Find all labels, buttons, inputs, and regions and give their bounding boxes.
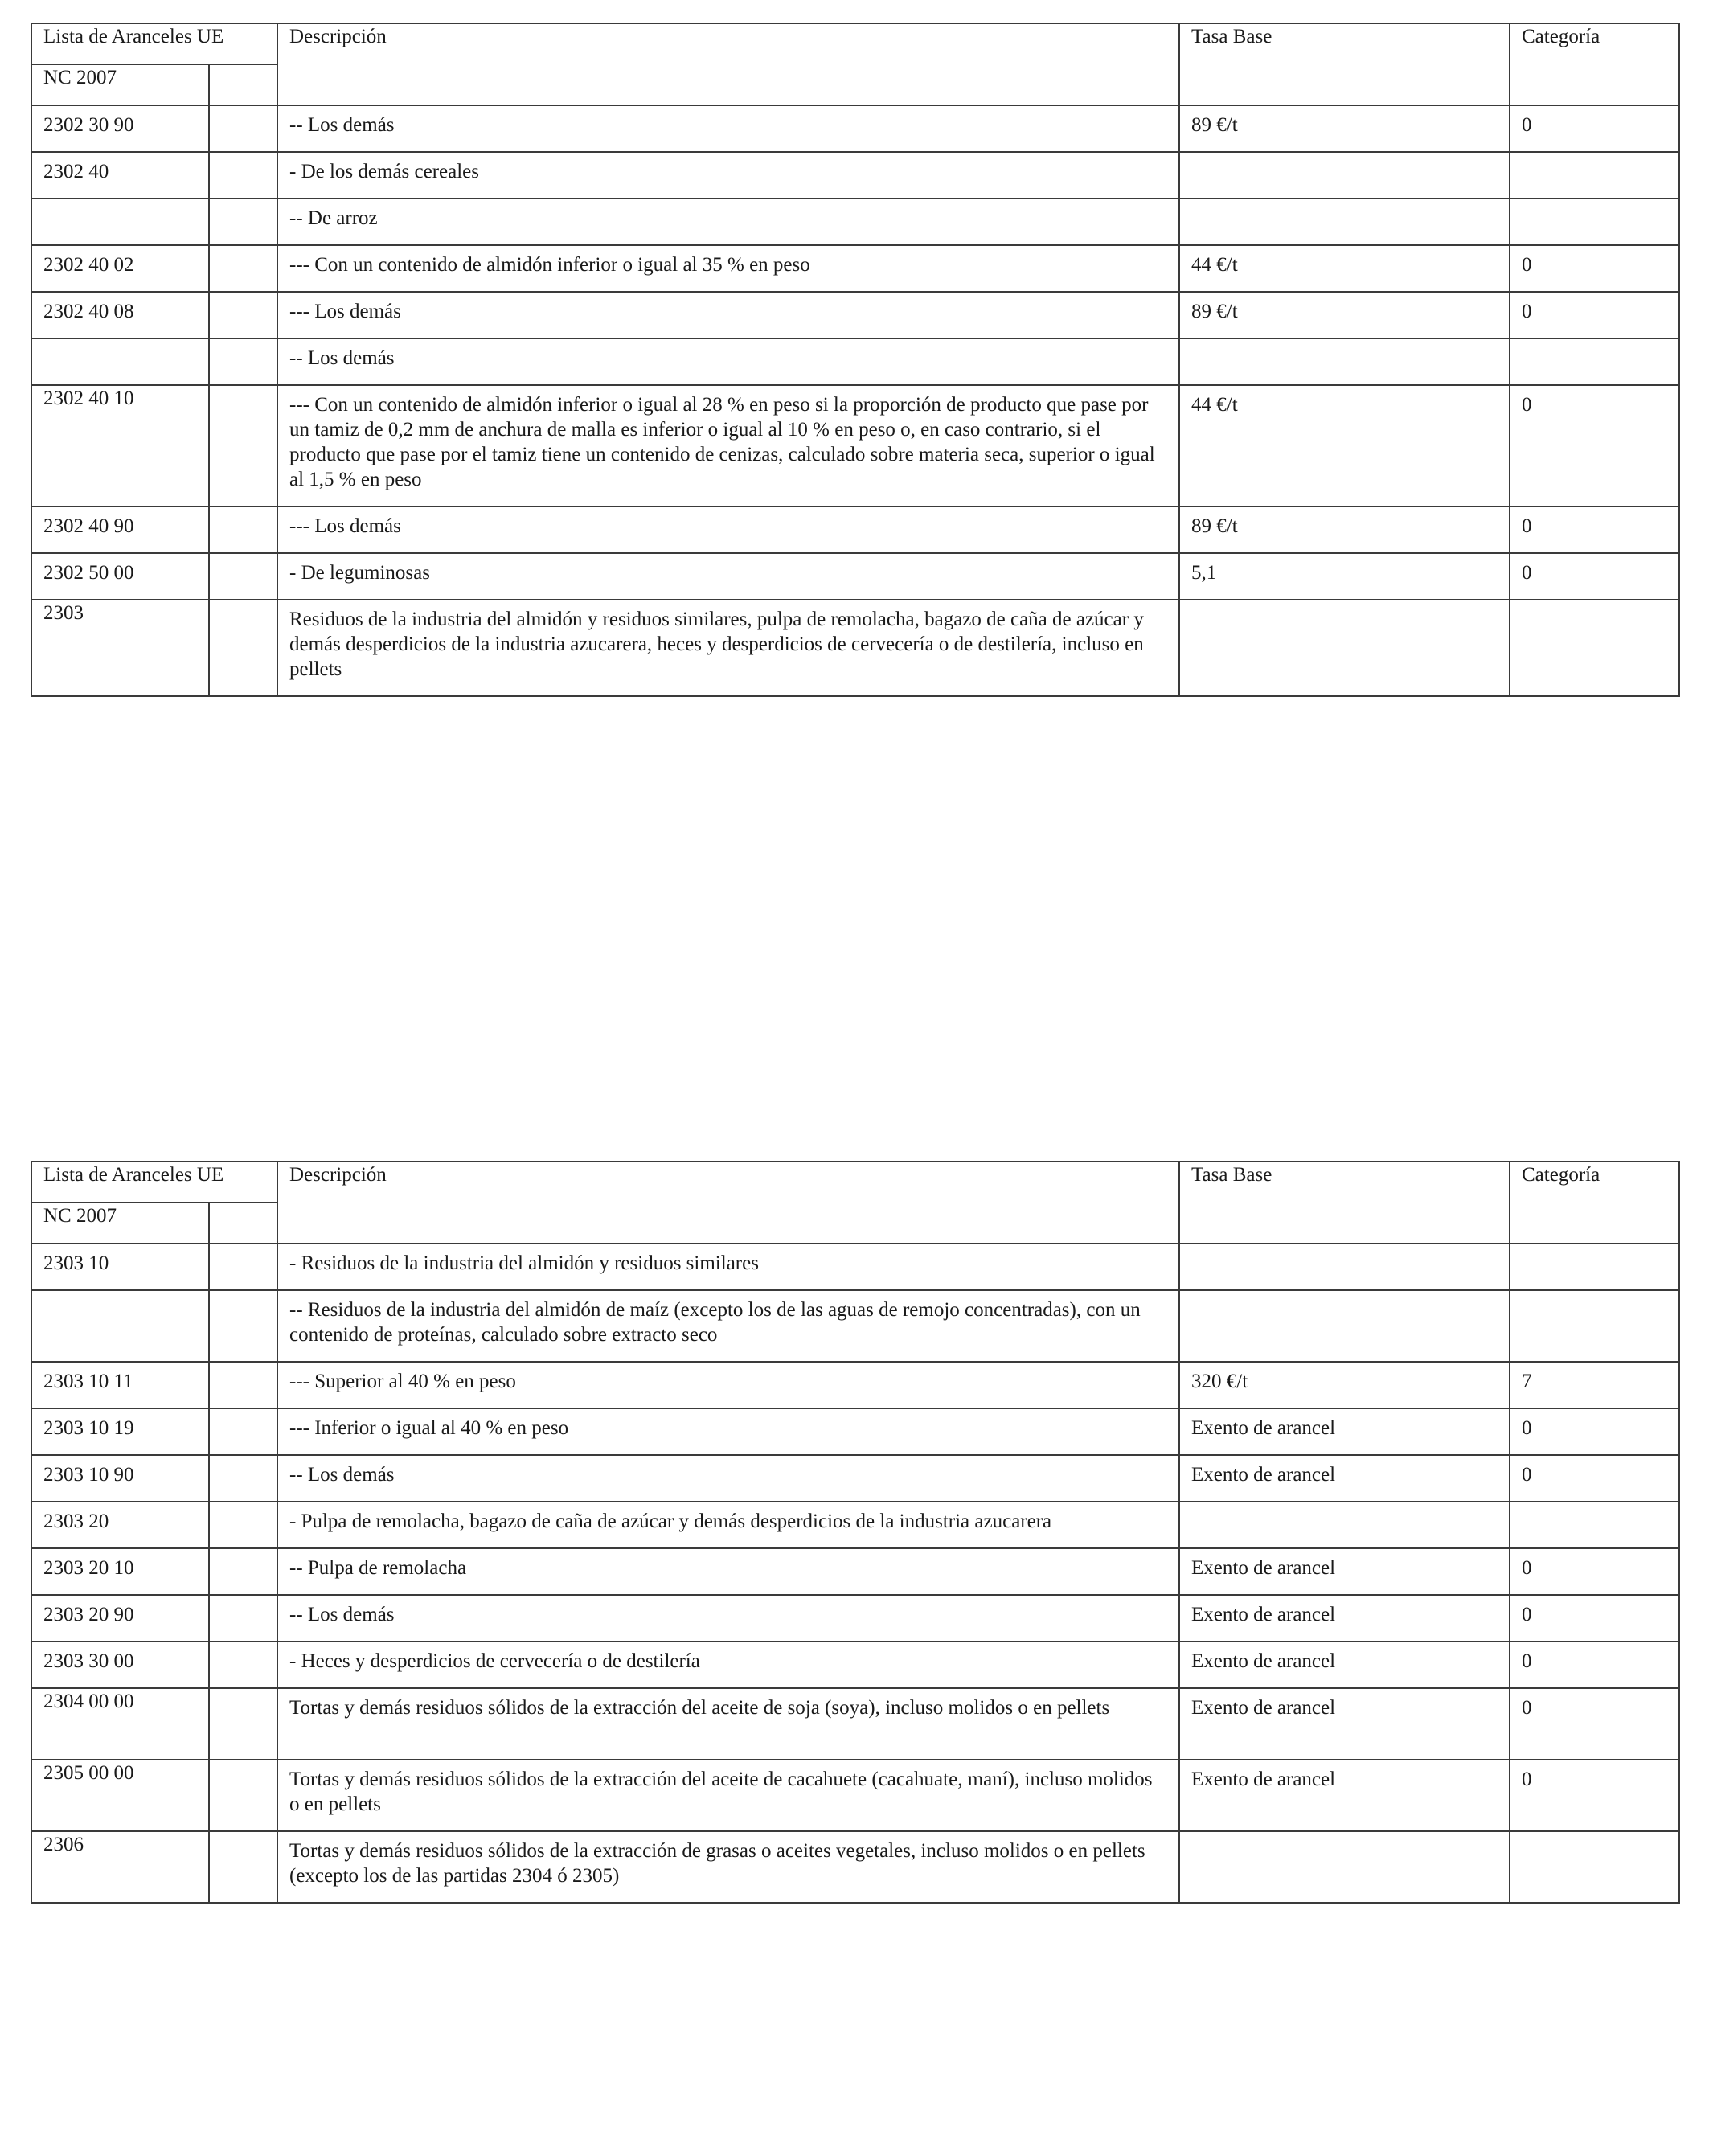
row-blank bbox=[209, 292, 277, 338]
row-rate: 89 €/t bbox=[1179, 105, 1510, 152]
row-category: 0 bbox=[1510, 1408, 1679, 1455]
header-rate: Tasa Base bbox=[1179, 1162, 1510, 1244]
row-category: 0 bbox=[1510, 292, 1679, 338]
row-code: 2303 20 90 bbox=[31, 1595, 209, 1642]
row-rate: 44 €/t bbox=[1179, 385, 1510, 506]
row-rate bbox=[1179, 1502, 1510, 1548]
row-code: 2304 00 00 bbox=[31, 1688, 209, 1760]
row-category bbox=[1510, 1244, 1679, 1290]
row-description: - Residuos de la industria del almidón y residuos similares bbox=[277, 1244, 1179, 1290]
table-row bbox=[31, 152, 1679, 199]
row-code bbox=[31, 199, 209, 245]
table-row bbox=[31, 292, 1679, 338]
row-code: 2303 30 00 bbox=[31, 1642, 209, 1688]
row-category: 0 bbox=[1510, 1595, 1679, 1642]
row-code: 2302 30 90 bbox=[31, 105, 209, 152]
row-code bbox=[31, 1290, 209, 1362]
row-code: 2303 20 10 bbox=[31, 1548, 209, 1595]
table-row bbox=[31, 385, 1679, 506]
row-code: 2303 20 bbox=[31, 1502, 209, 1548]
row-category: 0 bbox=[1510, 1642, 1679, 1688]
row-blank bbox=[209, 152, 277, 199]
row-rate bbox=[1179, 152, 1510, 199]
row-code: 2302 40 02 bbox=[31, 245, 209, 292]
header-nc: NC 2007 bbox=[31, 64, 209, 105]
row-description: -- Pulpa de remolacha bbox=[277, 1548, 1179, 1595]
row-description: Tortas y demás residuos sólidos de la extracción del aceite de cacahuete (cacahuate, maní), incluso molidos o en pellets bbox=[277, 1760, 1179, 1831]
table-row bbox=[31, 1408, 1679, 1455]
row-rate bbox=[1179, 338, 1510, 385]
row-description: Tortas y demás residuos sólidos de la extracción de grasas o aceites vegetales, incluso molidos o en pellets (excepto los de las partidas 2304 ó 2305) bbox=[277, 1831, 1179, 1903]
row-category: 0 bbox=[1510, 245, 1679, 292]
row-rate: 320 €/t bbox=[1179, 1362, 1510, 1408]
row-blank bbox=[209, 506, 277, 553]
row-rate: 44 €/t bbox=[1179, 245, 1510, 292]
row-blank bbox=[209, 1831, 277, 1903]
row-code bbox=[31, 338, 209, 385]
row-code: 2302 40 90 bbox=[31, 506, 209, 553]
row-blank bbox=[209, 1548, 277, 1595]
row-description: -- De arroz bbox=[277, 199, 1179, 245]
table-row bbox=[31, 1244, 1679, 1290]
row-description: --- Con un contenido de almidón inferior o igual al 28 % en peso si la proporción de producto que pase por un tamiz de 0,2 mm de anchura de malla es inferior o igual al 10 % en peso o, en caso contrario, si el producto que pase por el tamiz tiene un contenido de cenizas, calculado sobre materia seca, superior o igual al 1,5 % en peso bbox=[277, 385, 1179, 506]
row-description: - Pulpa de remolacha, bagazo de caña de azúcar y demás desperdicios de la industria azucarera bbox=[277, 1502, 1179, 1548]
row-description: Residuos de la industria del almidón y residuos similares, pulpa de remolacha, bagazo de caña de azúcar y demás desperdicios de la industria azucarera, heces y desperdicios de cervecería o de destilería, incluso en pellets bbox=[277, 600, 1179, 696]
header-rate: Tasa Base bbox=[1179, 23, 1510, 105]
header-nc: NC 2007 bbox=[31, 1203, 209, 1244]
table-row bbox=[31, 245, 1679, 292]
row-category bbox=[1510, 338, 1679, 385]
table-row bbox=[31, 1760, 1679, 1831]
row-description: --- Los demás bbox=[277, 292, 1179, 338]
table-row bbox=[31, 1642, 1679, 1688]
row-description: -- Los demás bbox=[277, 338, 1179, 385]
row-description: -- Los demás bbox=[277, 105, 1179, 152]
row-rate: Exento de arancel bbox=[1179, 1688, 1510, 1760]
header-category: Categoría bbox=[1510, 23, 1679, 105]
row-rate: Exento de arancel bbox=[1179, 1548, 1510, 1595]
row-code: 2303 bbox=[31, 600, 209, 696]
row-category bbox=[1510, 1290, 1679, 1362]
row-blank bbox=[209, 338, 277, 385]
header-blank bbox=[209, 64, 277, 105]
row-rate: Exento de arancel bbox=[1179, 1408, 1510, 1455]
header-list: Lista de Aranceles UE bbox=[31, 23, 277, 64]
row-blank bbox=[209, 245, 277, 292]
row-code: 2302 50 00 bbox=[31, 553, 209, 600]
row-blank bbox=[209, 1688, 277, 1760]
table-row bbox=[31, 600, 1679, 696]
row-category: 0 bbox=[1510, 506, 1679, 553]
row-description: - Heces y desperdicios de cervecería o de destilería bbox=[277, 1642, 1179, 1688]
row-rate bbox=[1179, 1290, 1510, 1362]
row-blank bbox=[209, 1244, 277, 1290]
row-description: --- Superior al 40 % en peso bbox=[277, 1362, 1179, 1408]
row-description: --- Con un contenido de almidón inferior o igual al 35 % en peso bbox=[277, 245, 1179, 292]
row-blank bbox=[209, 1642, 277, 1688]
row-blank bbox=[209, 105, 277, 152]
row-description: -- Residuos de la industria del almidón de maíz (excepto los de las aguas de remojo concentradas), con un contenido de proteínas, calculado sobre extracto seco bbox=[277, 1290, 1179, 1362]
row-code: 2303 10 bbox=[31, 1244, 209, 1290]
row-rate bbox=[1179, 600, 1510, 696]
row-code: 2303 10 11 bbox=[31, 1362, 209, 1408]
row-category bbox=[1510, 199, 1679, 245]
tariff-table-1 bbox=[31, 23, 1680, 697]
row-rate: 89 €/t bbox=[1179, 506, 1510, 553]
row-description: Tortas y demás residuos sólidos de la extracción del aceite de soja (soya), incluso molidos o en pellets bbox=[277, 1688, 1179, 1760]
table-row bbox=[31, 553, 1679, 600]
row-blank bbox=[209, 385, 277, 506]
row-code: 2306 bbox=[31, 1831, 209, 1903]
table-row bbox=[31, 1290, 1679, 1362]
row-rate: 5,1 bbox=[1179, 553, 1510, 600]
table-row bbox=[31, 1831, 1679, 1903]
row-blank bbox=[209, 553, 277, 600]
table-row bbox=[31, 105, 1679, 152]
row-code: 2305 00 00 bbox=[31, 1760, 209, 1831]
row-description: --- Los demás bbox=[277, 506, 1179, 553]
tariff-table-2 bbox=[31, 1161, 1680, 1904]
row-rate bbox=[1179, 1244, 1510, 1290]
row-description: - De leguminosas bbox=[277, 553, 1179, 600]
row-category bbox=[1510, 1502, 1679, 1548]
table-row bbox=[31, 338, 1679, 385]
row-description: - De los demás cereales bbox=[277, 152, 1179, 199]
table-row bbox=[31, 199, 1679, 245]
row-blank bbox=[209, 1290, 277, 1362]
row-code: 2302 40 bbox=[31, 152, 209, 199]
header-description: Descripción bbox=[277, 1162, 1179, 1244]
row-rate: Exento de arancel bbox=[1179, 1455, 1510, 1502]
row-category: 0 bbox=[1510, 105, 1679, 152]
row-rate: Exento de arancel bbox=[1179, 1595, 1510, 1642]
row-blank bbox=[209, 1455, 277, 1502]
row-rate bbox=[1179, 199, 1510, 245]
row-category bbox=[1510, 1831, 1679, 1903]
row-rate bbox=[1179, 1831, 1510, 1903]
row-description: -- Los demás bbox=[277, 1455, 1179, 1502]
row-category: 0 bbox=[1510, 1548, 1679, 1595]
row-code: 2302 40 08 bbox=[31, 292, 209, 338]
table-row bbox=[31, 1548, 1679, 1595]
row-code: 2303 10 19 bbox=[31, 1408, 209, 1455]
row-code: 2303 10 90 bbox=[31, 1455, 209, 1502]
row-blank bbox=[209, 199, 277, 245]
header-blank bbox=[209, 1203, 277, 1244]
header-list: Lista de Aranceles UE bbox=[31, 1162, 277, 1203]
row-blank bbox=[209, 1595, 277, 1642]
row-category: 0 bbox=[1510, 553, 1679, 600]
row-description: --- Inferior o igual al 40 % en peso bbox=[277, 1408, 1179, 1455]
table-row bbox=[31, 1455, 1679, 1502]
table-row bbox=[31, 1688, 1679, 1760]
row-code: 2302 40 10 bbox=[31, 385, 209, 506]
row-category bbox=[1510, 152, 1679, 199]
table-row bbox=[31, 1595, 1679, 1642]
row-description: -- Los demás bbox=[277, 1595, 1179, 1642]
row-category: 7 bbox=[1510, 1362, 1679, 1408]
table-row bbox=[31, 1502, 1679, 1548]
row-category bbox=[1510, 600, 1679, 696]
row-category: 0 bbox=[1510, 1688, 1679, 1760]
row-category: 0 bbox=[1510, 1760, 1679, 1831]
row-rate: 89 €/t bbox=[1179, 292, 1510, 338]
header-category: Categoría bbox=[1510, 1162, 1679, 1244]
row-category: 0 bbox=[1510, 385, 1679, 506]
row-blank bbox=[209, 1362, 277, 1408]
table-row bbox=[31, 1362, 1679, 1408]
row-blank bbox=[209, 1408, 277, 1455]
header-description: Descripción bbox=[277, 23, 1179, 105]
row-rate: Exento de arancel bbox=[1179, 1760, 1510, 1831]
row-rate: Exento de arancel bbox=[1179, 1642, 1510, 1688]
row-blank bbox=[209, 1760, 277, 1831]
table-row bbox=[31, 506, 1679, 553]
row-blank bbox=[209, 1502, 277, 1548]
row-blank bbox=[209, 600, 277, 696]
row-category: 0 bbox=[1510, 1455, 1679, 1502]
